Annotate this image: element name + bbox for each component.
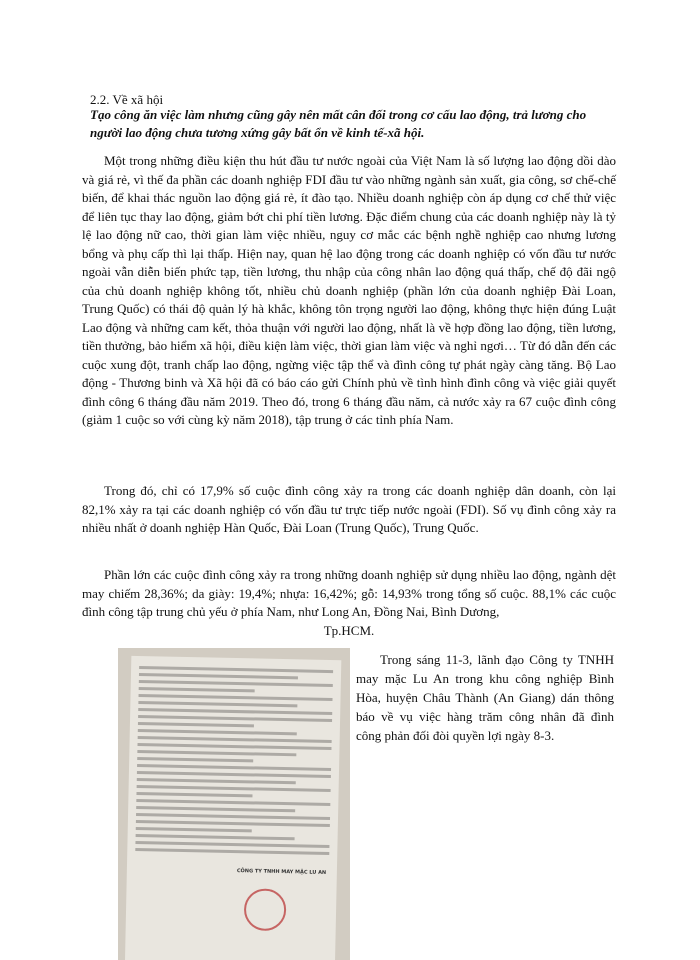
photo-caption: Trong sáng 11-3, lãnh đạo Công ty TNHH may mặc Lu An trong khu công nghiệp Bình Hòa, huyện Châu Thành (An Giang) dán thông báo về vụ việc hàng trăm công nhân đã đình công phản đối đòi quyền lợi ngày 8-3. bbox=[356, 652, 614, 743]
paragraph-3-end: Tp.HCM. bbox=[323, 622, 375, 638]
notice-photo bbox=[118, 648, 350, 960]
company-signature: CÔNG TY TNHH MAY MẶC LU AN bbox=[236, 868, 327, 876]
company-stamp bbox=[244, 888, 287, 931]
posted-notice-document bbox=[125, 656, 342, 960]
section-subtitle: Tạo công ăn việc làm nhưng cũng gây nên mất cân đối trong cơ cấu lao động, trả lương cho người lao động chưa tương xứng gây bất ổn về kinh tế-xã hội. bbox=[90, 107, 587, 140]
paragraph-1: Một trong những điều kiện thu hút đầu tư nước ngoài của Việt Nam là số lượng lao động dồi dào và giá rẻ, vì thế đa phần các doanh nghiệp FDI đầu tư vào những ngành sản xuất, gia công, sơ chế-chế biến, để khai thác nguồn lao động giá rẻ, ít đào tạo. Nhiều doanh nghiệp còn áp dụng cơ chế thử việc để liên tục thay lao động, giảm bớt chi phí tiền lương. Đặc điểm chung của các doanh nghiệp này là tỷ lệ lao động nữ cao, thời gian làm việc nhiều, nguy cơ mắc các bệnh nghề nghiệp cao nhưng lương bổng và phụ cấp thì lại thấp. Hiện nay, quan hệ lao động trong các doanh nghiệp có vốn đầu tư nước ngoài vẫn diễn biến phức tạp, tiền lương, thu nhập của công nhân lao động quá thấp, chế độ đãi ngộ của chủ doanh nghiệp không tốt, nhiều chủ doanh nghiệp (phần lớn của doanh nghiệp Đài Loan, Trung Quốc) có thái độ quản lý hà khắc, không tôn trọng người lao động, không thực hiện đúng Luật Lao động và những cam kết, thỏa thuận với người lao động, nhất là về hợp đồng lao động, tiền lương, tiền thưởng, bảo hiểm xã hội, điều kiện làm việc, thời gian làm việc và nghỉ ngơi… Từ đó dẫn đến các cuộc xung đột, tranh chấp lao động, ngừng việc tập thể và đình công tự phát ngày càng tăng. Bộ Lao động - Thương binh và Xã hội đã có báo cáo gửi Chính phủ về tình hình đình công và việc giải quyết đình công 6 tháng đầu năm 2019. Theo đó, trong 6 tháng đầu năm, cả nước xảy ra 67 cuộc đình công (giảm 1 cuộc so với cùng kỳ năm 2018), tập trung ở các tỉnh phía Nam. bbox=[82, 153, 616, 427]
paragraph-3 bbox=[82, 566, 616, 640]
paragraph-3-text: Phần lớn các cuộc đình công xảy ra trong những doanh nghiệp sử dụng nhiều lao động, ngành dệt may chiếm 28,36%; da giày: 19,4%; nhựa: 16,42%; gỗ: 14,93% trong tổng số cuộc. 88,1% các cuộc đình công tập trung chủ yếu ở phía Nam, như Long An, Đồng Nai, Bình Dương, bbox=[82, 567, 616, 619]
section-heading: 2.2. Về xã hội bbox=[90, 92, 164, 107]
paragraph-2: Trong đó, chỉ có 17,9% số cuộc đình công xảy ra trong các doanh nghiệp dân doanh, còn lại 82,1% xảy ra tại các doanh nghiệp có vốn đầu tư trực tiếp nước ngoài (FDI). Số vụ đình công xảy ra nhiều nhất ở doanh nghiệp Hàn Quốc, Đài Loan (Trung Quốc), Trung Quốc. bbox=[82, 483, 616, 535]
